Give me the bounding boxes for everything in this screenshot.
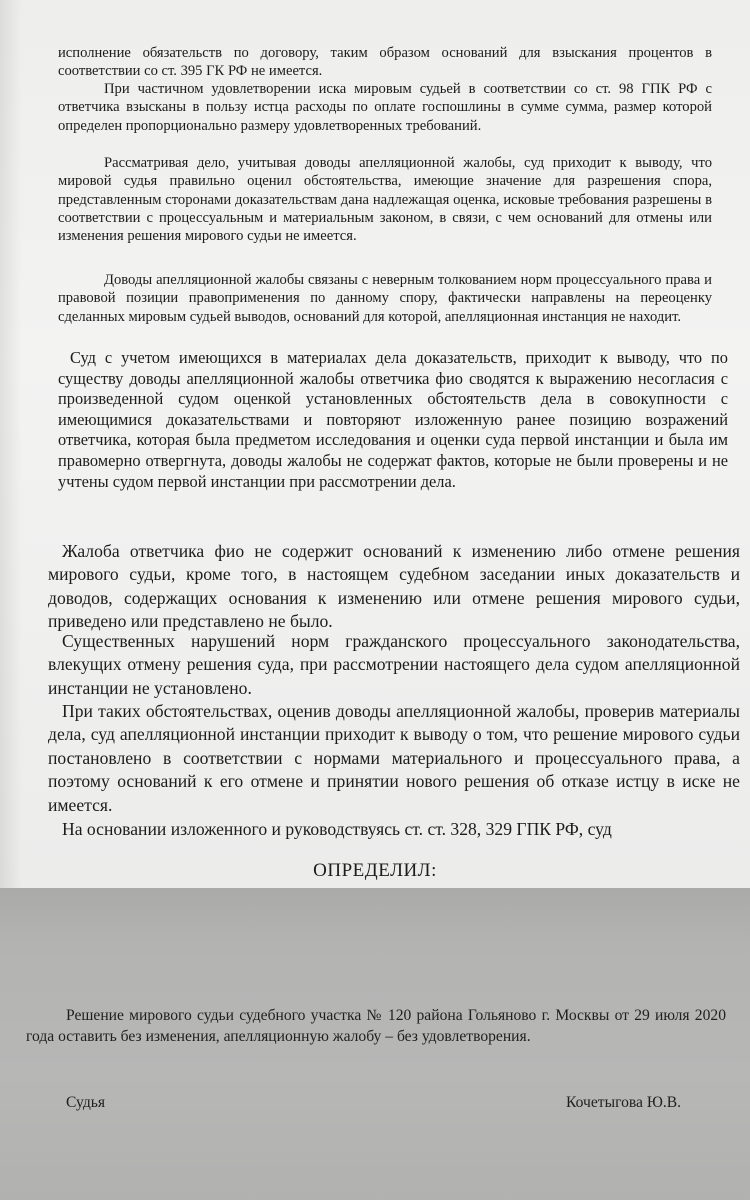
- paragraph-no-violations: Существенных нарушений норм гражданского процессуального законодательства, влекущих отмену решения суда, при рассмотрении настоящего дела судом апелляционной инстанции не установлено.: [48, 631, 740, 698]
- ruling-resolution: Решение мирового судьи судебного участка № 120 района Гольяново г. Москвы от 29 июля 2020 года оставить без изменения, апелляционную жалобу – без удовлетворения.: [26, 1007, 726, 1045]
- signature-name: Кочетыгова Ю.В.: [566, 1094, 682, 1111]
- paragraph-state-duty: При частичном удовлетворении иска мировым судьей в соответствии со ст. 98 ГПК РФ с ответчика взысканы в пользу истца расходы по оплате госпошлины в сумме сумма, размер которой определен пропорционально размеру удовлетворенных требований.: [58, 81, 712, 134]
- paragraph-court-conclusion: Рассматривая дело, учитывая доводы апелляционной жалобы, суд приходит к выводу, что мировой судья правильно оценил обстоятельства, имеющие значение для разрешения спора, представленным сторонами доказательствам дана надлежащая оценка, исковые требования разрешены в соответствии с процессуальным и материальным законом, в связи, с чем оснований для отмены или изменения решения мирового судьи не имеется.: [58, 155, 712, 245]
- paragraph-legal-basis: На основании изложенного и руководствуясь ст. ст. 328, 329 ГПК РФ, суд: [62, 819, 612, 839]
- ruling-heading: ОПРЕДЕЛИЛ:: [313, 860, 437, 881]
- paragraph-complaint-grounds: Жалоба ответчика фио не содержит оснований к изменению либо отмене решения мирового судьи, кроме того, в настоящем судебном заседании иных доказательств и доводов, содержащих основания к изменению или отмене решения мирового судьи, приведено или представлено не было.: [48, 541, 740, 632]
- signature-role: Судья: [66, 1094, 106, 1111]
- paragraph-circumstances: При таких обстоятельствах, оценив доводы апелляционной жалобы, проверив материалы дела, суд апелляционной инстанции приходит к выводу о том, что решение мирового судьи постановлено в соответствии с нормами материального и процессуального права, а поэтому оснований к его отмене и принятии нового решения об отказе истцу в иске не имеется.: [48, 701, 740, 815]
- paragraph-appeal-arguments: Доводы апелляционной жалобы связаны с неверным толкованием норм процессуального права и правовой позиции правоприменения по данному спору, фактически направлены на переоценку сделанных мировым судьей выводов, оснований для которой, апелляционная инстанция не находит.: [58, 272, 712, 325]
- paragraph-evidence-assessment: Суд с учетом имеющихся в материалах дела доказательств, приходит к выводу, что по существу доводы апелляционной жалобы ответчика фио сводятся к выражению несогласия с произведенной судом оценкой установленных обстоятельств дела в совокупности с имеющимися доказательствами и повторяют изложенную ранее позицию возражений ответчика, которая была предметом исследования и оценки суда первой инстанции и была им правомерно отвергнута, доводы жалобы не содержат фактов, которые не были проверены и не учтены судом первой инстанции при рассмотрении дела.: [58, 348, 728, 491]
- paragraph-obligations: исполнение обязательств по договору, таким образом оснований для взыскания процентов в соответствии со ст. 395 ГК РФ не имеется.: [58, 45, 712, 80]
